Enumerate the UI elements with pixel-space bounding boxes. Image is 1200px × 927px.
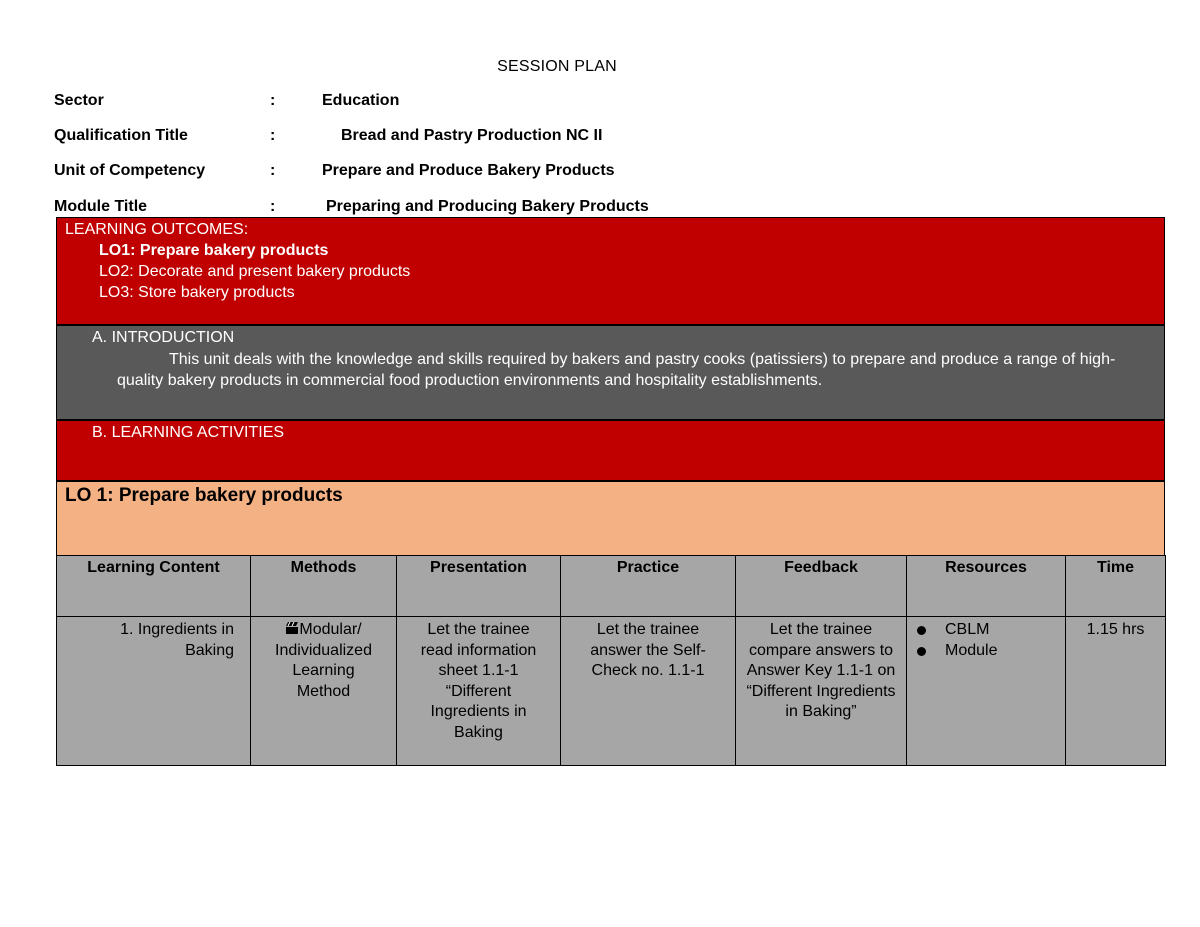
meta-value: Bread and Pastry Production NC II <box>341 127 603 144</box>
learning-content-cell <box>57 617 251 766</box>
learning-content-text: 1. Ingredients in Baking <box>120 621 234 659</box>
table-header-row <box>57 556 1166 617</box>
clapperboard-icon <box>285 622 299 635</box>
meta-colon: : <box>270 92 276 109</box>
methods-text: Modular/ Individualized Learning Method <box>275 621 372 700</box>
learning-outcome-item: LO3: Store bakery products <box>99 284 295 301</box>
column-header: Time <box>1066 556 1166 617</box>
lo1-heading: LO 1: Prepare bakery products <box>65 485 343 506</box>
meta-colon: : <box>270 127 276 144</box>
introduction-text: This unit deals with the knowledge and skills required by bakers and pastry cooks (patissiers) to prepare and produce a range of high-quality bakery products in commercial food production environments and hospitality establishments. <box>117 351 1116 389</box>
feedback-text: Let the trainee compare answers to Answer Key 1.1-1 on “Different Ingredients in Baking” <box>746 621 896 721</box>
presentation-cell <box>397 617 561 766</box>
list-item <box>907 620 1065 641</box>
column-header: Presentation <box>397 556 561 617</box>
table-row <box>57 617 1166 766</box>
learning-outcomes-section <box>56 217 1165 325</box>
list-item <box>907 641 1065 662</box>
bullet-icon <box>917 647 926 656</box>
column-header: Methods <box>251 556 397 617</box>
learning-outcomes-heading: LEARNING OUTCOMES: <box>65 221 249 238</box>
meta-label: Module Title <box>54 198 148 215</box>
practice-text: Let the trainee answer the Self-Check no. 1.1-1 <box>590 621 706 680</box>
presentation-text: Let the trainee read information sheet 1.1-1 “Different Ingredients in Baking <box>420 621 537 741</box>
learning-activities-heading: B. LEARNING ACTIVITIES <box>92 424 285 441</box>
resources-list <box>907 620 1065 661</box>
bullet-icon <box>917 626 926 635</box>
page-title: SESSION PLAN <box>497 58 617 75</box>
introduction-heading: A. INTRODUCTION <box>92 329 235 346</box>
meta-value: Prepare and Produce Bakery Products <box>322 162 615 179</box>
session-plan-table <box>56 555 1166 766</box>
time-text: 1.15 hrs <box>1086 621 1145 638</box>
lo1-section <box>56 481 1165 556</box>
resource-text: CBLM <box>945 621 990 638</box>
learning-outcome-item: LO2: Decorate and present bakery products <box>99 263 411 280</box>
meta-colon: : <box>270 198 276 215</box>
column-header: Practice <box>561 556 736 617</box>
learning-outcome-item: LO1: Prepare bakery products <box>99 242 329 259</box>
meta-value: Preparing and Producing Bakery Products <box>326 198 649 215</box>
resources-cell <box>907 617 1066 766</box>
feedback-cell <box>736 617 907 766</box>
meta-value: Education <box>322 92 400 109</box>
methods-cell <box>251 617 397 766</box>
learning-activities-section <box>56 420 1165 481</box>
practice-cell <box>561 617 736 766</box>
column-header: Learning Content <box>57 556 251 617</box>
time-cell <box>1066 617 1166 766</box>
meta-colon: : <box>270 162 276 179</box>
meta-label: Sector <box>54 92 104 109</box>
column-header: Resources <box>907 556 1066 617</box>
resource-text: Module <box>945 641 998 659</box>
column-header: Feedback <box>736 556 907 617</box>
introduction-section <box>56 325 1165 420</box>
meta-label: Unit of Competency <box>54 162 206 179</box>
meta-label: Qualification Title <box>54 127 188 144</box>
